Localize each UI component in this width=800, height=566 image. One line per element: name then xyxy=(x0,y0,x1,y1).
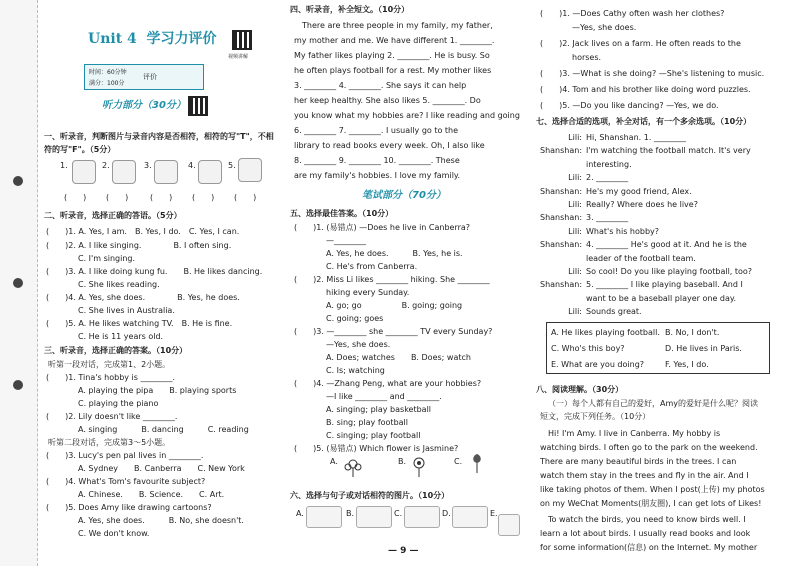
option: B. No, I don't. xyxy=(665,328,720,337)
dialogue-text: He's my good friend, Alex. xyxy=(586,186,692,196)
reading-line: There are many beautiful birds in the trees. I can xyxy=(540,457,737,466)
q2-line: ( )4. A. Yes, she does. B. Yes, he does. xyxy=(46,293,240,302)
dancing-picture xyxy=(356,506,392,528)
q4-line: are my family's hobbies. I love my family. xyxy=(294,171,461,180)
q1-answer-paren[interactable]: ( ) xyxy=(192,193,215,202)
dialogue-speaker: Lili: xyxy=(568,133,582,142)
score-label: 评价 xyxy=(143,73,157,81)
dialogue-text: 4. ________ He's good at it. And he is the xyxy=(586,240,747,250)
dialogue-speaker: Shanshan: xyxy=(540,213,583,223)
dialogue-text: 3. ________ xyxy=(586,213,629,223)
q2-line: C. She likes reading. xyxy=(46,280,160,289)
reading-line: on my WeChat Moments(朋友圈), I can get lots of Likes! xyxy=(540,499,762,508)
family-picture xyxy=(198,160,222,184)
q2-line: C. She lives in Australia. xyxy=(46,306,175,315)
q1-title-2: 符的写"F"。（5分） xyxy=(44,145,116,154)
dialogue-speaker: Shanshan: xyxy=(540,186,583,196)
q1-title: 一、听录音，判断图片与录音内容是否相符，相符的写"T"，不相 xyxy=(44,132,274,141)
reading-line: learn a lot about birds. I usually read books and look xyxy=(540,529,751,538)
q3-line: ( )2. Lily doesn't like ________. xyxy=(46,412,178,421)
q3-line: ( )3. Lucy's pen pal lives in ________. xyxy=(46,451,204,460)
q1-answer-paren[interactable]: ( ) xyxy=(106,193,129,202)
q6-pic-label: B. xyxy=(346,509,355,518)
dialogue-speaker: Lili: xyxy=(568,307,582,317)
option: A. He likes playing football. xyxy=(551,328,660,337)
q2-line: C. He is 11 years old. xyxy=(46,332,164,341)
q2-line: ( )3. A. I like doing kung fu. B. He likes dancing. xyxy=(46,267,263,276)
dialogue-speaker: Lili: xyxy=(568,200,582,209)
q5-line: A. singing; play basketball xyxy=(294,405,432,414)
dialogue-text: I'm watching the football match. It's very xyxy=(586,146,751,156)
q4-line: There are three people in my family, my father, xyxy=(294,21,493,30)
binding-hole xyxy=(13,176,23,186)
q4-line: 6. ________ 7. ________. I usually go to the xyxy=(294,126,459,135)
q5-line: A. Does; watches B. Does; watch xyxy=(294,353,471,362)
q6-item: ( )2. Jack lives on a farm. He often reads to the xyxy=(540,39,741,48)
q2-line: ( )5. A. He likes watching TV. B. He is fine. xyxy=(46,319,233,328)
flower-label: A. xyxy=(330,457,338,466)
info-box xyxy=(84,64,204,90)
q7-title: 七、选择合适的选项，补全对话，有一个多余选项。（10分） xyxy=(536,117,752,126)
q6-title: 六、选择与句子或对话相符的图片。（10分） xyxy=(290,491,450,500)
q5-line: ( )4. —Zhang Peng, what are your hobbies? xyxy=(294,379,482,388)
option: C. Who's this boy? xyxy=(551,344,625,353)
q3-line: A. Sydney B. Canberra C. New York xyxy=(46,464,245,473)
option: D. He lives in Paris. xyxy=(665,344,742,353)
reading-line: Hi! I'm Amy. I live in Canberra. My hobby is xyxy=(540,429,721,438)
q5-line: —________ xyxy=(294,236,366,245)
q3-line: A. Yes, she does. B. No, she doesn't. xyxy=(46,516,244,525)
computer-picture xyxy=(112,160,136,184)
time-limit: 时间：60分钟 xyxy=(89,69,127,76)
q3-line: C. playing the piano xyxy=(46,399,159,408)
q3-line: 听第二段对话，完成第3～5小题。 xyxy=(48,438,171,447)
q5-line: B. sing; play football xyxy=(294,418,408,427)
q3-line: A. Chinese. B. Science. C. Art. xyxy=(46,490,225,499)
q5-line: hiking every Sunday. xyxy=(294,288,410,297)
q3-line: ( )1. Tina's hobby is ________. xyxy=(46,373,176,382)
binding-hole xyxy=(13,278,23,288)
q5-line: ( )2. Miss Li likes ________ hiking. She ________ xyxy=(294,275,490,284)
dialogue-speaker: Lili: xyxy=(568,267,582,276)
dialogue-text: Hi, Shanshan. 1. ________ xyxy=(586,133,686,142)
q8-subtitle: （一）每个人都有自己的爱好，Amy的爱好是什么呢？阅读 xyxy=(548,399,758,408)
q3-line: ( )5. Does Amy like drawing cartoons? xyxy=(46,503,212,512)
flower-c-icon xyxy=(466,452,488,474)
unit-title: Unit 4 学习力评价 xyxy=(88,31,217,47)
q5-line: C. Is; watching xyxy=(294,366,385,375)
q4-title: 四、听录音，补全短文。（10分） xyxy=(290,5,410,14)
q4-line: he often plays football for a rest. My mother likes xyxy=(294,66,492,75)
dialogue-text: 5. ________ I like playing baseball. And I xyxy=(586,280,743,290)
washing-picture xyxy=(498,514,520,536)
q4-line: 3. ________ 4. ________. She says it can help xyxy=(294,81,467,90)
q5-line: —I like ________ and ________. xyxy=(294,392,442,401)
music-picture xyxy=(404,506,440,528)
q1-num: 4. xyxy=(188,161,196,170)
q8-subtitle-2: 短文，完成下列任务。（10分） xyxy=(540,412,651,421)
q5-title: 五、选择最佳答案。（10分） xyxy=(290,209,394,218)
qr-code xyxy=(232,30,252,50)
q3-title: 三、听录音，选择正确的答案。（10分） xyxy=(44,346,188,355)
q6-pic-label: D. xyxy=(442,509,451,518)
q6-pic-label: C. xyxy=(394,509,403,518)
boy-picture xyxy=(238,158,262,182)
q4-line: her keep healthy. She also likes 5. ________. Do xyxy=(294,96,481,105)
q4-line: My father likes playing 2. ________. He is busy. So xyxy=(294,51,490,60)
written-part-title: 笔试部分（70分） xyxy=(362,190,446,201)
q2-line: ( )2. A. I like singing. B. I often sing. xyxy=(46,241,232,250)
q1-num: 1. xyxy=(60,161,68,170)
q4-line: my mother and me. We have different 1. ________. xyxy=(294,36,495,45)
reading-line: watching birds. I often go to the park on the weekend. xyxy=(540,443,758,452)
q1-answer-paren[interactable]: ( ) xyxy=(150,193,173,202)
people-picture xyxy=(306,506,342,528)
dialogue-text: want to be a baseball player one day. xyxy=(586,293,737,303)
q6-item: horses. xyxy=(540,53,602,62)
q8-title: 八、阅读理解。（30分） xyxy=(536,385,624,394)
q5-line: A. go; go B. going; going xyxy=(294,301,463,310)
binding-gutter xyxy=(0,0,38,566)
q6-pic-label: E. xyxy=(490,509,498,518)
option: E. What are you doing? xyxy=(551,360,645,369)
reading-line: like taking photos of them. When I post(上传) my photos xyxy=(540,485,765,494)
dialogue-text: What's his hobby? xyxy=(586,226,660,236)
flower-b-icon xyxy=(408,456,430,478)
option: F. Yes, I do. xyxy=(665,360,709,369)
listening-qr xyxy=(188,96,208,116)
q5-line: C. singing; play football xyxy=(294,431,421,440)
dialogue-text: interesting. xyxy=(586,159,632,169)
reading-line: for some information(信息) on the Internet. My mother xyxy=(540,543,758,552)
flower-label: C. xyxy=(454,457,463,466)
q1-num: 2. xyxy=(102,161,110,170)
q2-line: ( )1. A. Yes, I am. B. Yes, I do. C. Yes, I can. xyxy=(46,227,240,236)
dialogue-text: Sounds great. xyxy=(586,307,642,317)
q1-answer-paren[interactable]: ( ) xyxy=(64,193,87,202)
q5-line: C. going; goes xyxy=(294,314,384,323)
q1-answer-paren[interactable]: ( ) xyxy=(234,193,257,202)
q5-line: ( )3. —________ she ________ TV every Sunday? xyxy=(294,327,493,336)
dialogue-speaker: Shanshan: xyxy=(540,280,583,290)
girl-picture xyxy=(154,160,178,184)
q1-num: 3. xyxy=(144,161,152,170)
q3-line: ( )4. What's Tom's favourite subject? xyxy=(46,477,206,486)
flower-a-icon xyxy=(342,456,364,478)
reading-line: watch them stay in the trees and fly in the air. And I xyxy=(540,471,749,480)
full-score: 满分：100分 xyxy=(89,80,125,87)
q6-pic-label: A. xyxy=(296,509,304,518)
qr-label: 视频讲解 xyxy=(228,54,249,60)
flower-label: B. xyxy=(398,457,407,466)
dialogue-speaker: Lili: xyxy=(568,173,582,183)
q1-num: 5. xyxy=(228,161,236,170)
binding-hole xyxy=(13,380,23,390)
dialogue-text: So cool! Do you like playing football, too? xyxy=(586,267,753,276)
q4-line: you know what my hobbies are? I like reading and going xyxy=(294,111,520,120)
q5-line: C. He's from Canberra. xyxy=(294,262,418,271)
dialogue-text: Really? Where does he live? xyxy=(586,200,698,209)
reading-line: To watch the birds, you need to know birds well. I xyxy=(540,515,746,524)
options-box xyxy=(546,322,770,374)
q6-item: —Yes, she does. xyxy=(540,23,637,32)
dialogue-speaker: Shanshan: xyxy=(540,146,583,156)
dialogue-text: leader of the football team. xyxy=(586,253,696,263)
q3-line: 听第一段对话，完成第1、2小题。 xyxy=(48,360,171,369)
q2-title: 二、听录音，选择正确的答语。（5分） xyxy=(44,211,182,220)
q5-line: ( )1. (易错点) —Does he live in Canberra? xyxy=(294,223,471,232)
q2-line: C. I'm singing. xyxy=(46,254,136,263)
q4-line: 8. ________ 9. ________ 10. ________. These xyxy=(294,156,460,165)
q6-item: ( )3. —What is she doing? —She's listening to music. xyxy=(540,69,765,78)
q4-line: library to read books every week. Oh, I also like xyxy=(294,141,485,150)
children-picture xyxy=(72,160,96,184)
q5-line: ( )5. (易错点) Which flower is Jasmine? xyxy=(294,444,459,453)
dialogue-speaker: Lili: xyxy=(568,226,582,236)
q6-item: ( )5. —Do you like dancing? —Yes, we do. xyxy=(540,101,719,110)
q3-line: A. singing B. dancing C. reading xyxy=(46,425,249,434)
q6-item: ( )4. Tom and his brother like doing word puzzles. xyxy=(540,85,751,94)
dialogue-speaker: Shanshan: xyxy=(540,240,583,250)
q5-line: —Yes, she does. xyxy=(294,340,391,349)
farm-picture xyxy=(452,506,488,528)
q3-line: C. We don't know. xyxy=(46,529,150,538)
q5-line: A. Yes, he does. B. Yes, he is. xyxy=(294,249,463,258)
page-number: — 9 — xyxy=(388,546,419,556)
q3-line: A. playing the pipa B. playing sports xyxy=(46,386,237,395)
dialogue-text: 2. ________ xyxy=(586,173,629,183)
q6-item: ( )1. —Does Cathy often wash her clothes? xyxy=(540,9,725,18)
listening-part-title: 听力部分（30分） xyxy=(102,100,186,111)
